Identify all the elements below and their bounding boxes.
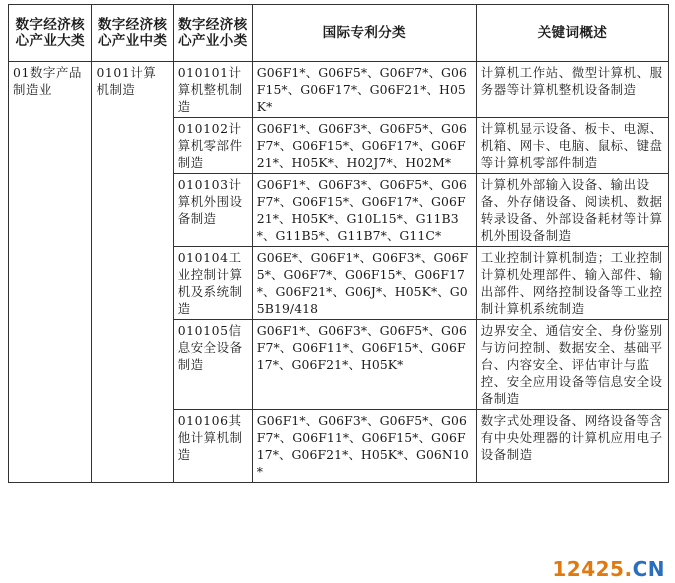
ipc-cell: G06F1*、G06F3*、G06F5*、G06F7*、G06F15*、G06F17*、G06F21*、H05K*、G10L15*、G11B3*、G11B5*、G11B7*、G11C* — [252, 174, 476, 247]
subcategory-cell: 010103计算机外围设备制造 — [173, 174, 252, 247]
keywords-cell: 计算机工作站、微型计算机、服务器等计算机整机设备制造 — [476, 62, 668, 118]
ipc-cell: G06F1*、G06F3*、G06F5*、G06F7*、G06F11*、G06F15*、G06F17*、G06F21*、H05K* — [252, 320, 476, 410]
header-subcategory: 数字经济核心产业小类 — [173, 5, 252, 62]
ipc-cell: G06E*、G06F1*、G06F3*、G06F5*、G06F7*、G06F15*、G06F17*、G06F21*、G06J*、H05K*、G05B19/418 — [252, 247, 476, 320]
classification-table-frame — [8, 4, 669, 483]
major-category-cell: 01数字产品制造业 — [9, 62, 92, 483]
site-watermark — [552, 557, 665, 581]
header-major-category: 数字经济核心产业大类 — [9, 5, 92, 62]
header-keywords: 关键词概述 — [476, 5, 668, 62]
header-mid-category: 数字经济核心产业中类 — [92, 5, 173, 62]
keywords-cell: 数字式处理设备、网络设备等含有中央处理器的计算机应用电子设备制造 — [476, 410, 668, 483]
subcategory-cell: 010102计算机零部件制造 — [173, 118, 252, 174]
subcategory-cell: 010105信息安全设备制造 — [173, 320, 252, 410]
keywords-cell: 计算机显示设备、板卡、电源、机箱、网卡、电脑、鼠标、键盘等计算机零部件制造 — [476, 118, 668, 174]
mid-category-cell: 0101计算机制造 — [92, 62, 173, 483]
subcategory-cell: 010101计算机整机制造 — [173, 62, 252, 118]
watermark-main-text: 12425. — [552, 557, 633, 581]
keywords-cell: 边界安全、通信安全、身份鉴别与访问控制、数据安全、基础平台、内容安全、评估审计与监控、安全应用设备等信息安全设备制造 — [476, 320, 668, 410]
subcategory-cell: 010104工业控制计算机及系统制造 — [173, 247, 252, 320]
keywords-cell: 计算机外部输入设备、输出设备、外存储设备、阅读机、数据转录设备、外部设备耗材等计算机外围设备制造 — [476, 174, 668, 247]
watermark-suffix-text: CN — [632, 557, 665, 581]
table-header-row — [9, 5, 669, 62]
ipc-cell: G06F1*、G06F5*、G06F7*、G06F15*、G06F17*、G06F21*、H05K* — [252, 62, 476, 118]
ipc-cell: G06F1*、G06F3*、G06F5*、G06F7*、G06F15*、G06F17*、G06F21*、H05K*、H02J7*、H02M* — [252, 118, 476, 174]
header-ipc: 国际专利分类 — [252, 5, 476, 62]
classification-table — [8, 4, 669, 483]
ipc-cell: G06F1*、G06F3*、G06F5*、G06F7*、G06F11*、G06F15*、G06F17*、G06F21*、H05K*、G06N10* — [252, 410, 476, 483]
keywords-cell: 工业控制计算机制造；工业控制计算机处理部件、输入部件、输出部件、网络控制设备等工业控制计算机系统制造 — [476, 247, 668, 320]
subcategory-cell: 010106其他计算机制造 — [173, 410, 252, 483]
table-row — [9, 62, 669, 118]
